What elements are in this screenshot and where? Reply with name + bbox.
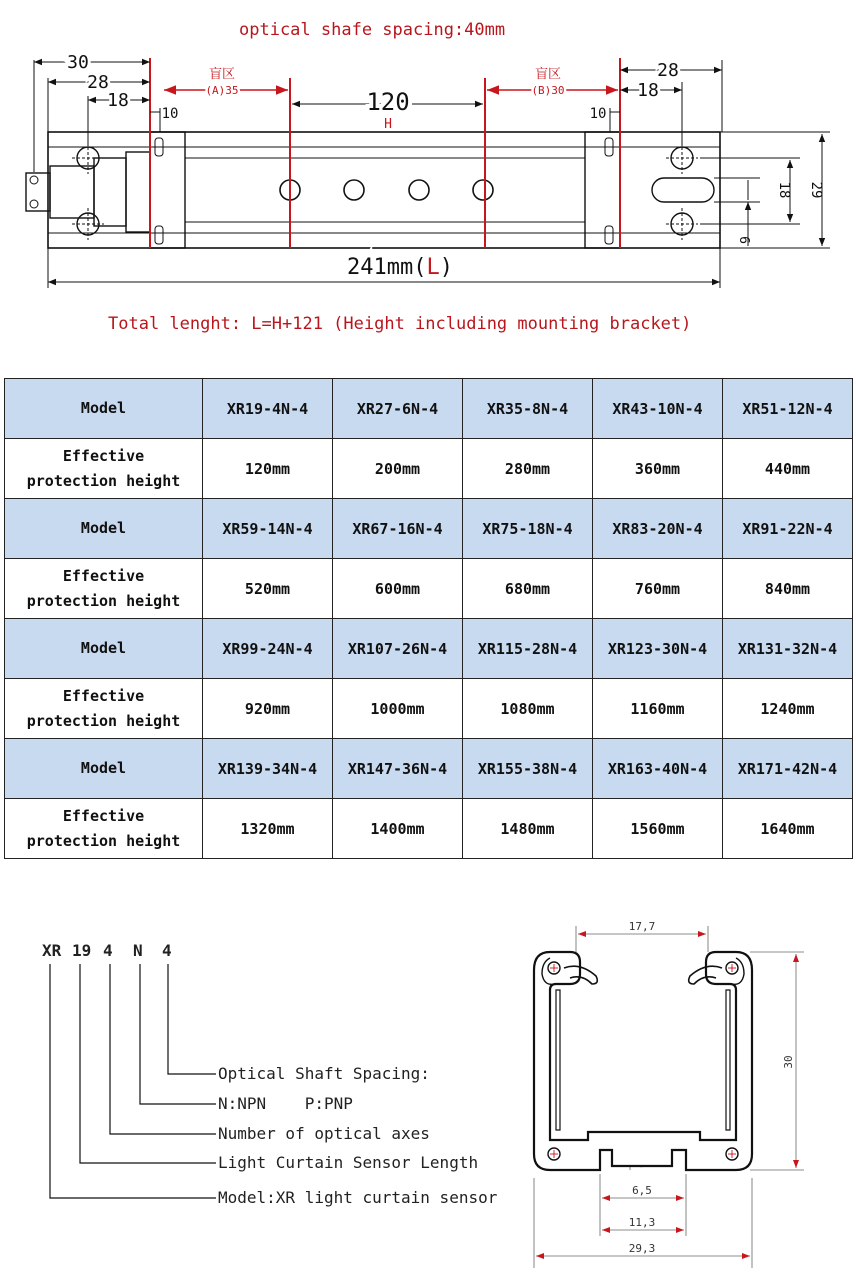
- blind-zone-left: (A)35: [205, 84, 239, 97]
- model-row: [5, 379, 853, 439]
- model-row: [5, 739, 853, 799]
- model-cell: XR59-14N-4: [203, 499, 333, 559]
- model-cell: XR67-16N-4: [333, 499, 463, 559]
- height-header-cell: [5, 439, 203, 499]
- height-cell: 1560mm: [593, 799, 723, 859]
- code-part-xr: XR: [42, 941, 62, 960]
- dim-28-right: 28: [657, 60, 679, 81]
- height-header-line2: protection height: [26, 471, 181, 490]
- model-cell: XR51-12N-4: [723, 379, 853, 439]
- height-cell: 680mm: [463, 559, 593, 619]
- legend-axes: Number of optical axes: [218, 1124, 430, 1143]
- diagram-subtitle: Total lenght: L=H+121 (Height including mounting bracket): [108, 314, 692, 334]
- code-part-output: N: [133, 941, 143, 960]
- height-cell: 1240mm: [723, 679, 853, 739]
- height-row: [5, 559, 853, 619]
- profile-height: 30: [782, 1055, 795, 1069]
- height-row: [5, 439, 853, 499]
- model-cell: XR115-28N-4: [463, 619, 593, 679]
- height-cell: 520mm: [203, 559, 333, 619]
- dim-side-18: 18: [776, 181, 792, 199]
- height-row: [5, 679, 853, 739]
- mechanical-drawing: [0, 0, 856, 300]
- model-cell: XR83-20N-4: [593, 499, 723, 559]
- legend-model: Model:XR light curtain sensor: [218, 1188, 498, 1207]
- height-header-line1: Effective: [62, 806, 145, 825]
- model-cell: XR139-34N-4: [203, 739, 333, 799]
- height-cell: 280mm: [463, 439, 593, 499]
- height-header-line2: protection height: [26, 831, 181, 850]
- height-header-cell: [5, 559, 203, 619]
- height-header-line2: protection height: [26, 591, 181, 610]
- profile-cross-section: [520, 918, 840, 1268]
- model-cell: XR163-40N-4: [593, 739, 723, 799]
- model-header-cell: Model: [5, 379, 203, 439]
- dim-10-left: 10: [161, 106, 179, 122]
- model-cell: XR171-42N-4: [723, 739, 853, 799]
- height-cell: 1640mm: [723, 799, 853, 859]
- model-cell: XR91-22N-4: [723, 499, 853, 559]
- height-header-line2: protection height: [26, 711, 181, 730]
- model-cell: XR19-4N-4: [203, 379, 333, 439]
- model-cell: XR155-38N-4: [463, 739, 593, 799]
- model-row: [5, 499, 853, 559]
- diagram-title: optical shafe spacing:40mm: [239, 20, 506, 40]
- code-part-spacing: 4: [162, 941, 172, 960]
- dim-30: 30: [67, 52, 89, 73]
- naming-legend: [0, 930, 520, 1230]
- height-cell: 760mm: [593, 559, 723, 619]
- model-cell: XR131-32N-4: [723, 619, 853, 679]
- height-header-line1: Effective: [62, 446, 145, 465]
- svg-text:241mm(L): [347, 255, 453, 280]
- height-row: [5, 799, 853, 859]
- model-cell: XR35-8N-4: [463, 379, 593, 439]
- height-header-line1: Effective: [62, 686, 145, 705]
- height-cell: 360mm: [593, 439, 723, 499]
- profile-outline: [534, 952, 752, 1170]
- mount-slot-right: [652, 178, 714, 202]
- height-header-line1: Effective: [62, 566, 145, 585]
- height-cell: 200mm: [333, 439, 463, 499]
- blind-zone-right: (B)30: [531, 84, 565, 97]
- dim-18-right: 18: [637, 80, 659, 101]
- legend-spacing: Optical Shaft Spacing:: [218, 1064, 430, 1083]
- dim-10-right: 10: [589, 106, 607, 122]
- legend-output: N:NPN P:PNP: [218, 1094, 353, 1113]
- height-cell: 1160mm: [593, 679, 723, 739]
- model-header-cell: Model: [5, 739, 203, 799]
- model-cell: XR27-6N-4: [333, 379, 463, 439]
- height-cell: 840mm: [723, 559, 853, 619]
- model-cell: XR75-18N-4: [463, 499, 593, 559]
- dim-total-label: L: [426, 255, 440, 280]
- model-header-cell: Model: [5, 619, 203, 679]
- height-cell: 920mm: [203, 679, 333, 739]
- legend-length: Light Curtain Sensor Length: [218, 1153, 479, 1172]
- spec-table: [4, 378, 853, 859]
- dim-h-label: H: [384, 117, 392, 132]
- height-header-cell: [5, 679, 203, 739]
- optical-hole-3: [409, 180, 429, 200]
- model-header-cell: Model: [5, 499, 203, 559]
- optical-hole-2: [344, 180, 364, 200]
- height-header-cell: [5, 799, 203, 859]
- model-cell: XR147-36N-4: [333, 739, 463, 799]
- model-cell: XR43-10N-4: [593, 379, 723, 439]
- model-cell: XR107-26N-4: [333, 619, 463, 679]
- model-cell: XR123-30N-4: [593, 619, 723, 679]
- height-cell: 1400mm: [333, 799, 463, 859]
- dim-total-paren-open: (: [413, 255, 427, 280]
- dim-h-value: 120: [366, 88, 410, 116]
- optical-hole-4: [473, 180, 493, 200]
- height-cell: 120mm: [203, 439, 333, 499]
- height-cell: 600mm: [333, 559, 463, 619]
- dim-28-left: 28: [87, 72, 109, 93]
- height-cell: 1320mm: [203, 799, 333, 859]
- model-row: [5, 619, 853, 679]
- code-part-axes: 4: [103, 941, 113, 960]
- dim-side-29: 29: [808, 181, 824, 199]
- code-part-length: 19: [72, 941, 92, 960]
- dim-total-paren-close: ): [439, 255, 453, 280]
- dim-side-6: 6: [736, 236, 751, 244]
- height-cell: 1480mm: [463, 799, 593, 859]
- profile-inner-width: 11,3: [628, 1216, 656, 1229]
- dim-total-value: 241mm: [347, 255, 414, 280]
- height-cell: 1000mm: [333, 679, 463, 739]
- profile-top-width: 17,7: [628, 920, 656, 933]
- height-cell: 440mm: [723, 439, 853, 499]
- blind-zone-left-cn: 盲区: [208, 67, 236, 82]
- profile-total-width: 29,3: [628, 1242, 656, 1255]
- profile-slot-width: 6,5: [632, 1184, 652, 1197]
- height-cell: 1080mm: [463, 679, 593, 739]
- dim-18-left: 18: [107, 90, 129, 111]
- model-cell: XR99-24N-4: [203, 619, 333, 679]
- blind-zone-right-cn: 盲区: [534, 67, 562, 82]
